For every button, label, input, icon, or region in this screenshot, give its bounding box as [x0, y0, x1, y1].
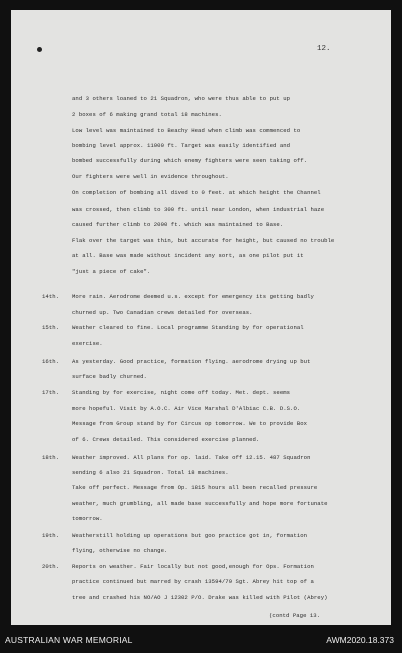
- text-line: [72, 420, 307, 427]
- text-line: [72, 206, 324, 213]
- document-page: [11, 10, 391, 625]
- line-text: tomorrow.: [72, 515, 103, 522]
- text-line: [72, 373, 147, 380]
- text-line: [72, 237, 334, 244]
- line-text: and 3 others loaned to 21 Squadron, who were thus able to put up: [72, 95, 291, 102]
- text-line: [72, 111, 222, 118]
- line-text: Take off perfect. Message from Op. 1815 hours all been recalled pressure: [72, 484, 318, 491]
- diary-entry-line: [42, 563, 314, 570]
- entry-date: 18th.: [42, 454, 60, 461]
- line-text: weather, much grumbling, all made base successfully and hope more fortunate: [72, 500, 328, 507]
- continued-note: [269, 612, 320, 619]
- line-text: exercise.: [72, 340, 103, 347]
- line-text: flying, otherwise no change.: [72, 547, 168, 554]
- text-line: [72, 500, 328, 507]
- archive-name: AUSTRALIAN WAR MEMORIAL: [5, 635, 133, 645]
- line-text: surface badly churned.: [72, 373, 147, 380]
- text-line: [72, 405, 300, 412]
- line-text: was crossed, then climb to 300 ft. until near London, when industrial haze: [72, 206, 325, 213]
- page-number: 12.: [317, 45, 331, 53]
- line-text: of 6. Crews detailed. This considered exercise planned.: [72, 436, 260, 443]
- entry-date: 15th.: [42, 324, 60, 331]
- line-text: (contd Page 13.: [269, 612, 321, 619]
- text-line: [72, 340, 103, 347]
- line-text: practice continued but marred by crash 13594/79 Sgt. Abrey hit top of a: [72, 578, 314, 585]
- line-text: sending 6 also 21 Squadron. Total 18 machines.: [72, 469, 229, 476]
- entry-date: 14th.: [42, 293, 60, 300]
- text-line: [72, 189, 321, 196]
- text-line: [72, 484, 317, 491]
- diary-entry-line: [42, 358, 310, 365]
- line-text: "just a piece of cake".: [72, 268, 151, 275]
- line-text: Message from Group stand by for Circus op tomorrow. We to provide Box: [72, 420, 308, 427]
- line-text: As yesterday. Good practice, formation flying. aerodrome drying up but: [72, 358, 311, 365]
- line-text: bombed successfully during which enemy fighters were seen taking off.: [72, 157, 308, 164]
- line-text: tree and crashed his NO/AO J 12302 P/O. Drake was killed with Pilot (Abrey): [72, 594, 328, 601]
- entry-date: 20th.: [42, 563, 60, 570]
- diary-entry-line: [42, 324, 304, 331]
- text-line: [72, 469, 229, 476]
- line-text: Weatherstill holding up operations but goo practice got in, formation: [72, 532, 308, 539]
- line-text: Weather cleared to fine. Local programme Standing by for operational: [72, 324, 304, 331]
- line-text: churned up. Two Canadian crews detailed for overseas.: [72, 309, 253, 316]
- text-line: [72, 252, 304, 259]
- diary-entry-line: [42, 454, 310, 461]
- entry-date: 16th.: [42, 358, 60, 365]
- text-line: [72, 309, 253, 316]
- diary-entry-line: [42, 532, 307, 539]
- entry-date: 19th.: [42, 532, 60, 539]
- line-text: at all. Base was made without incident any sort, as one pilot put it: [72, 252, 304, 259]
- punch-hole: [37, 47, 42, 52]
- text-line: [72, 578, 314, 585]
- line-text: More rain. Aerodrome deemed u.s. except for emergency its getting badly: [72, 293, 314, 300]
- line-text: caused further climb to 2000 ft. which was maintained to Base.: [72, 221, 284, 228]
- diary-entry-line: [42, 293, 314, 300]
- line-text: 2 boxes of 6 making grand total 18 machines.: [72, 111, 222, 118]
- text-line: [72, 515, 103, 522]
- line-text: Weather improved. All plans for op. laid. Take off 12.15. 487 Squadron: [72, 454, 311, 461]
- line-text: Reports on weather. Fair locally but not good,enough for Ops. Formation: [72, 563, 314, 570]
- text-line: [72, 157, 307, 164]
- text-line: [72, 95, 290, 102]
- line-text: more hopeful. Visit by A.O.C. Air Vice Marshal D'Albiac C.B. D.S.O.: [72, 405, 301, 412]
- text-line: [72, 547, 167, 554]
- text-line: [72, 127, 300, 134]
- text-line: [72, 173, 229, 180]
- text-line: [72, 142, 290, 149]
- text-line: [72, 594, 328, 601]
- line-text: On completion of bombing all dived to 0 feet. at which height the Channel: [72, 189, 321, 196]
- line-text: Low level was maintained to Beachy Head when climb was commenced to: [72, 127, 301, 134]
- text-line: [72, 268, 150, 275]
- text-line: [72, 221, 283, 228]
- entry-date: 17th.: [42, 389, 60, 396]
- text-line: [72, 436, 259, 443]
- line-text: Standing by for exercise, night come off today. Met. dept. seems: [72, 389, 291, 396]
- line-text: Flak over the target was thin, but accurate for height, but caused no trouble: [72, 237, 335, 244]
- line-text: bombing level approx. 11000 ft. Target was easily identified and: [72, 142, 291, 149]
- archive-footer-bar: [0, 626, 402, 653]
- line-text: Our fighters were well in evidence throughout.: [72, 173, 229, 180]
- diary-entry-line: [42, 389, 290, 396]
- archive-reference: AWM2020.18.373: [326, 635, 394, 645]
